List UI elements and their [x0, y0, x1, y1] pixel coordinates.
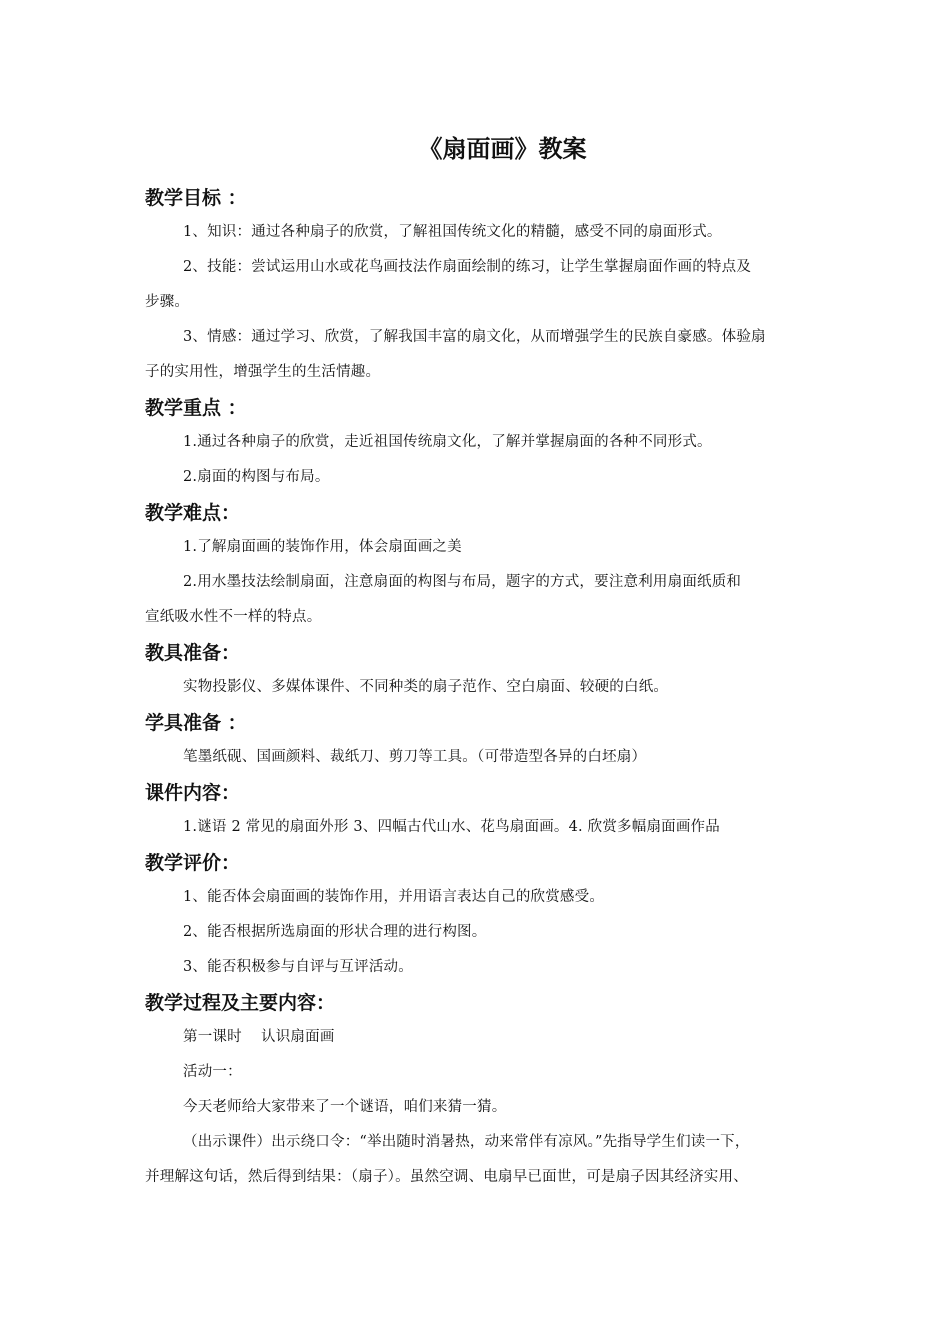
paragraph: 1.了解扇面画的装饰作用，体会扇面画之美 [183, 539, 462, 555]
paragraph: 1.谜语 2 常见的扇面外形 3、四幅古代山水、花鸟扇面画。4. 欣赏多幅扇面画作品 [183, 819, 720, 835]
paragraph: 2、能否根据所选扇面的形状合理的进行构图。 [183, 924, 487, 940]
paragraph: 活动一： [183, 1064, 242, 1080]
paragraph-continuation: 步骤。 [145, 294, 190, 310]
paragraph-continuation: 并理解这句话，然后得到结果：（扇子）。虽然空调、电扇早已面世，可是扇子因其经济实用、 [145, 1169, 748, 1185]
heading-key-points: 教学重点 ： [145, 397, 247, 419]
paragraph: 2.扇面的构图与布局。 [183, 469, 330, 485]
paragraph: 3、能否积极参与自评与互评活动。 [183, 959, 413, 975]
paragraph-continuation: 子的实用性，增强学生的生活情趣。 [145, 364, 381, 380]
paragraph: 今天老师给大家带来了一个谜语，咱们来猜一猜。 [183, 1099, 507, 1115]
heading-evaluation: 教学评价： [145, 852, 241, 874]
paragraph: 1、知识：通过各种扇子的欣赏，了解祖国传统文化的精髓，感受不同的扇面形式。 [183, 224, 722, 240]
paragraph: 1、能否体会扇面画的装饰作用，并用语言表达自己的欣赏感受。 [183, 889, 605, 905]
paragraph: （出示课件）出示绕口令：“举出随时消暑热，动来常伴有凉风。”先指导学生们读一下， [183, 1134, 750, 1150]
document-body [145, 180, 810, 1195]
paragraph: 笔墨纸砚、国画颜料、裁纸刀、剪刀等工具。（可带造型各异的白坯扇） [183, 749, 647, 765]
heading-difficult-points: 教学难点： [145, 502, 241, 524]
paragraph: 2、技能：尝试运用山水或花鸟画技法作扇面绘制的练习，让学生掌握扇面作画的特点及 [183, 259, 752, 275]
heading-teaching-goals: 教学目标 ： [145, 187, 247, 209]
paragraph: 1.通过各种扇子的欣赏，走近祖国传统扇文化，了解并掌握扇面的各种不同形式。 [183, 434, 712, 450]
heading-courseware: 课件内容： [145, 782, 241, 804]
paragraph: 第一课时 认识扇面画 [183, 1029, 335, 1045]
paragraph-continuation: 宣纸吸水性不一样的特点。 [145, 609, 322, 625]
paragraph: 2.用水墨技法绘制扇面，注意扇面的构图与布局，题字的方式，要注意利用扇面纸质和 [183, 574, 742, 590]
document-title: 《扇面画》教案 [418, 135, 587, 163]
heading-teacher-tools: 教具准备： [145, 642, 241, 664]
paragraph: 3、情感：通过学习、欣赏，了解我国丰富的扇文化，从而增强学生的民族自豪感。体验扇 [183, 329, 766, 345]
heading-teaching-process: 教学过程及主要内容： [145, 992, 336, 1014]
paragraph: 实物投影仪、多媒体课件、不同种类的扇子范作、空白扇面、较硬的白纸。 [183, 679, 669, 695]
heading-student-tools: 学具准备 ： [145, 712, 247, 734]
